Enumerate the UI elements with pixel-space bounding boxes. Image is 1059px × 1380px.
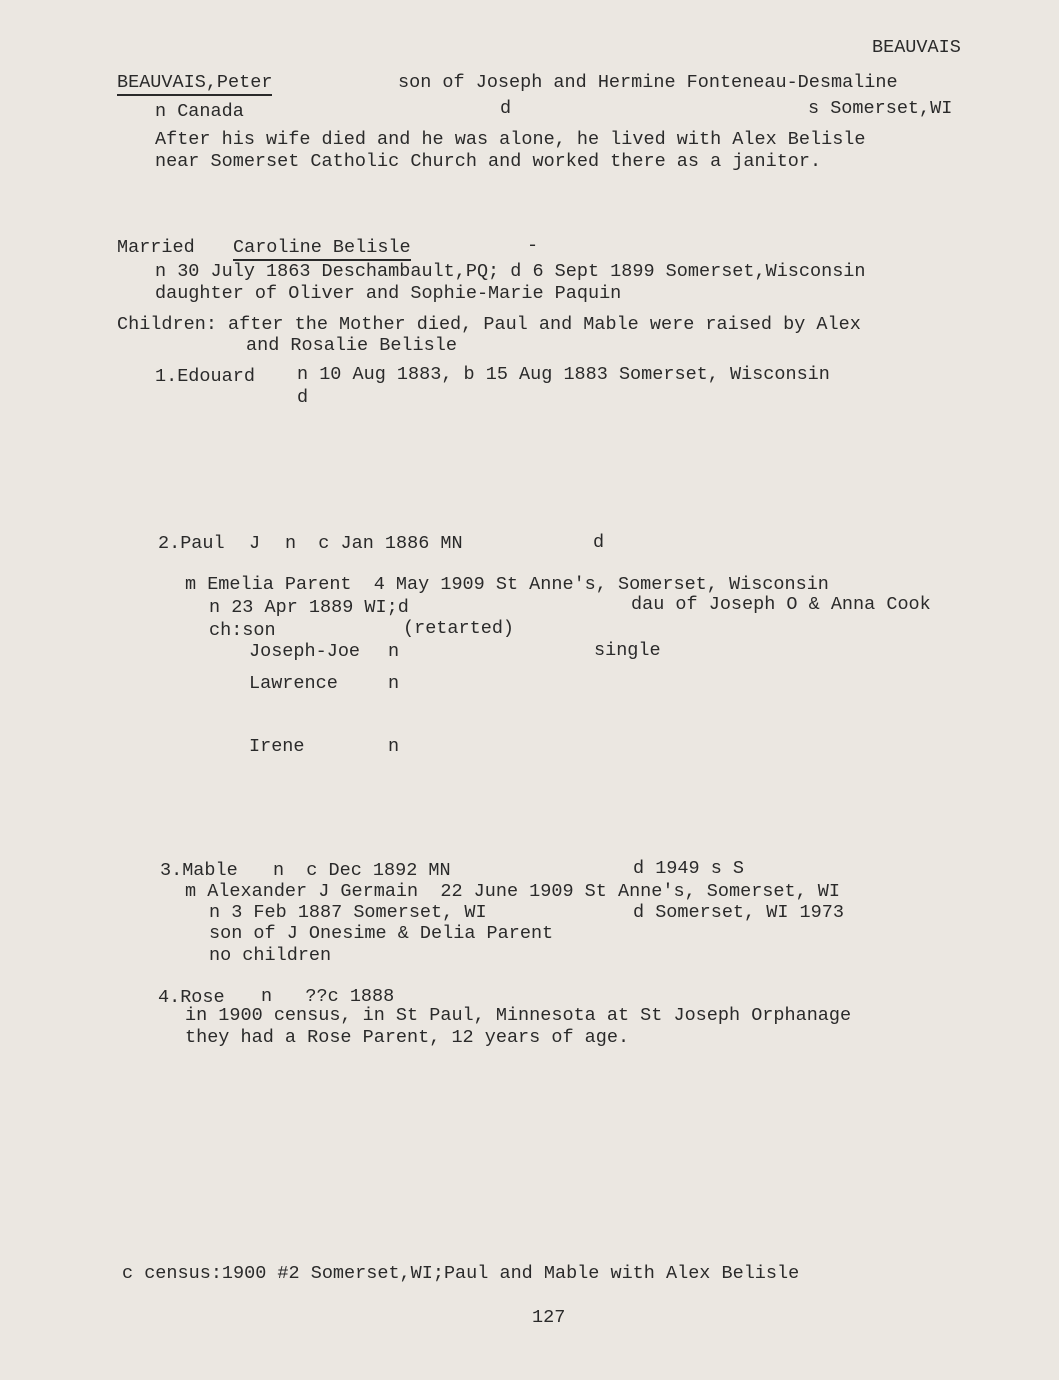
page-number: 127 — [532, 1307, 566, 1328]
child2-children-note: (retarted) — [403, 618, 515, 639]
married-label: Married — [117, 237, 195, 258]
child4-birth: n ??c 1888 — [261, 986, 395, 1007]
child2-initial: J — [249, 533, 261, 554]
person-note-line-2: near Somerset Catholic Church and worked there as a janitor. — [155, 151, 822, 172]
person-birth: n Canada — [155, 101, 244, 122]
child3-spouse-birth: n 3 Feb 1887 Somerset, WI — [209, 902, 487, 923]
person-note-line-1: After his wife died and he was alone, he lived with Alex Belisle — [155, 129, 866, 150]
child2-label: 2.Paul — [158, 533, 225, 554]
child4-note-line-1: in 1900 census, in St Paul, Minnesota at St Joseph Orphanage — [185, 1005, 852, 1026]
spouse-line-1: n 30 July 1863 Deschambault,PQ; d 6 Sept 1899 Somerset,Wisconsin — [155, 261, 866, 282]
child2-kid-name: Joseph-Joe — [249, 641, 361, 662]
child2-kid-name: Irene — [249, 736, 305, 757]
child2-kid-name: Lawrence — [249, 673, 338, 694]
child2-children-label: ch:son — [209, 620, 276, 641]
children-intro-line-1: Children: after the Mother died, Paul and Mable were raised by Alex — [117, 314, 861, 335]
child2-spouse-birth: n 23 Apr 1889 WI;d — [209, 597, 409, 618]
child2-kid-note: single — [594, 640, 661, 661]
child3-birth: n c Dec 1892 MN — [273, 860, 451, 881]
child3-note: no children — [209, 945, 332, 966]
child2-death: d — [593, 532, 605, 553]
child2-birth: n c Jan 1886 MN — [285, 533, 463, 554]
child2-kid-birth: n — [388, 736, 400, 757]
running-title: BEAUVAIS — [872, 37, 961, 58]
child3-label: 3.Mable — [160, 860, 238, 881]
child3-marriage: m Alexander J Germain 22 June 1909 St Anne's, Somerset, WI — [185, 881, 841, 902]
person-burial: s Somerset,WI — [808, 98, 953, 119]
children-intro-line-2: and Rosalie Belisle — [246, 335, 457, 356]
child4-label: 4.Rose — [158, 987, 225, 1008]
spouse-name: Caroline Belisle — [233, 237, 411, 261]
census-footnote: c census:1900 #2 Somerset,WI;Paul and Mable with Alex Belisle — [122, 1263, 800, 1284]
child2-marriage: m Emelia Parent 4 May 1909 St Anne's, Somerset, Wisconsin — [185, 574, 829, 595]
child2-kid-birth: n — [388, 673, 400, 694]
spouse-line-2: daughter of Oliver and Sophie-Marie Paquin — [155, 283, 622, 304]
child3-spouse-death: d Somerset, WI 1973 — [633, 902, 844, 923]
child3-death: d 1949 s S — [633, 858, 745, 879]
person-parents: son of Joseph and Hermine Fonteneau-Desmaline — [398, 72, 898, 93]
child2-kid-birth: n — [388, 641, 400, 662]
child1-label: 1.Edouard — [155, 366, 255, 387]
person-name: BEAUVAIS,Peter — [117, 72, 272, 96]
child1-line-2: d — [297, 387, 309, 408]
child2-spouse-parents: dau of Joseph O & Anna Cook — [631, 594, 931, 615]
child4-note-line-2: they had a Rose Parent, 12 years of age. — [185, 1027, 630, 1048]
person-death: d — [500, 98, 512, 119]
child1-line-1: n 10 Aug 1883, b 15 Aug 1883 Somerset, Wisconsin — [297, 364, 830, 385]
child3-spouse-parents: son of J Onesime & Delia Parent — [209, 923, 554, 944]
spouse-dash: - — [527, 235, 539, 256]
